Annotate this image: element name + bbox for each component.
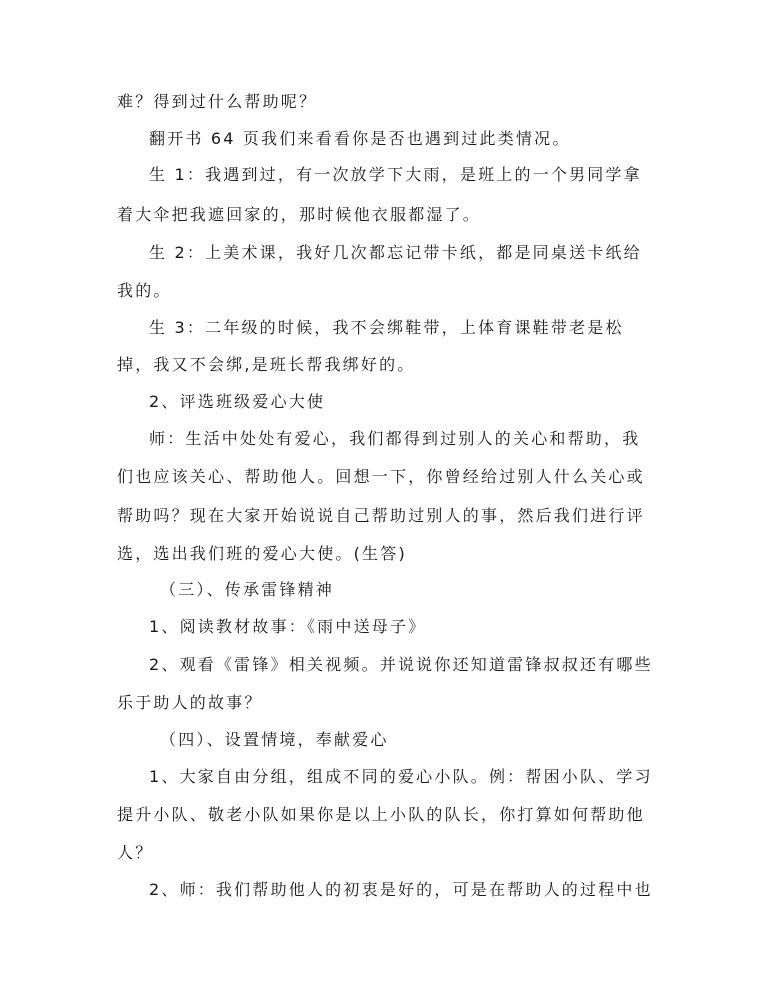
text-line: 们也应该关心、帮助他人。回想一下，你曾经给过别人什么关心或 bbox=[117, 467, 645, 486]
section-heading: （四）、设置情境，奉献爱心 bbox=[160, 730, 389, 749]
text-line: 人？ bbox=[117, 843, 154, 862]
text-line: 生 3：二年级的时候，我不会绑鞋带，上体育课鞋带老是松 bbox=[149, 318, 624, 337]
text-line: 生 2：上美术课，我好几次都忘记带卡纸，都是同桌送卡纸给 bbox=[149, 243, 642, 262]
text-line: 生 1：我遇到过，有一次放学下大雨，是班上的一个男同学拿 bbox=[149, 165, 642, 184]
text-line: 提升小队、敬老小队如果你是以上小队的队长，你打算如何帮助他 bbox=[117, 805, 645, 824]
text-line: 2、师：我们帮助他人的初衷是好的，可是在帮助人的过程中也 bbox=[149, 880, 653, 899]
section-heading: （三）、传承雷锋精神 bbox=[160, 580, 335, 599]
text-line: 1、阅读教材故事：《雨中送母子》 bbox=[149, 617, 427, 636]
text-line: 乐于助人的故事？ bbox=[117, 693, 263, 712]
text-line: 师：生活中处处有爱心，我们都得到过别人的关心和帮助，我 bbox=[149, 429, 641, 448]
section-heading: 2、评选班级爱心大使 bbox=[149, 392, 326, 411]
text-line: 着大伞把我遮回家的，那时候他衣服都湿了。 bbox=[117, 205, 482, 224]
text-line: 翻开书 64 页我们来看看你是否也遇到过此类情况。 bbox=[149, 129, 571, 148]
text-line: 帮助吗？现在大家开始说说自己帮助过别人的事，然后我们进行评 bbox=[117, 506, 645, 525]
text-line: 1、大家自由分组，组成不同的爱心小队。例：帮困小队、学习 bbox=[149, 767, 653, 786]
text-line: 选，选出我们班的爱心大使。(生答) bbox=[117, 544, 407, 563]
text-line: 难？得到过什么帮助呢？ bbox=[117, 92, 318, 111]
text-line: 掉，我又不会绑,是班长帮我绑好的。 bbox=[117, 355, 416, 374]
text-line: 2、观看《雷锋》相关视频。并说说你还知道雷锋叔叔还有哪些 bbox=[149, 655, 653, 674]
text-line: 我的。 bbox=[117, 281, 172, 300]
